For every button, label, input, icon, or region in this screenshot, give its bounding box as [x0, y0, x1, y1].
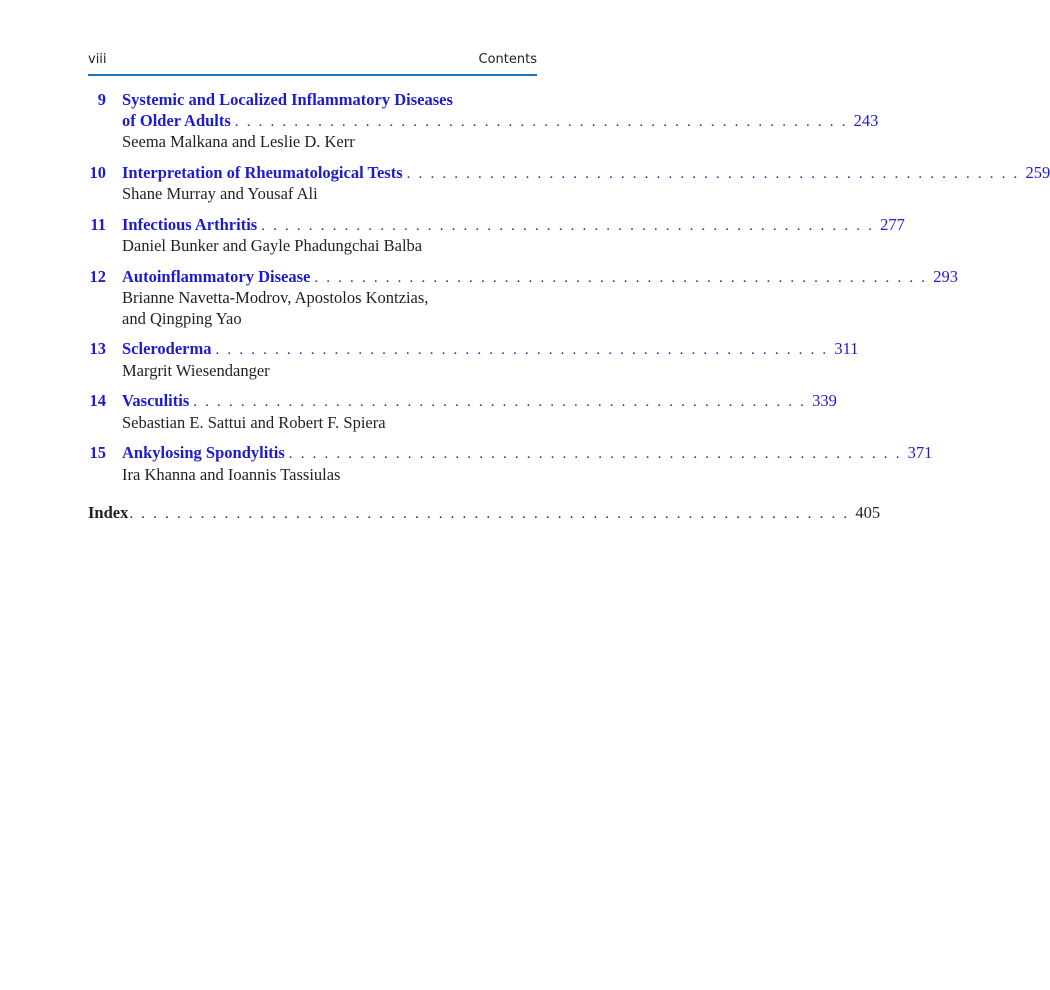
chapter-title[interactable]: Vasculitis	[122, 391, 190, 410]
index-entry[interactable]	[88, 503, 881, 524]
chapter-title[interactable]: Ankylosing Spondylitis	[122, 443, 285, 462]
chapter-title-line2[interactable]: of Older Adults	[122, 110, 231, 130]
chapter-authors: Ira Khanna and Ioannis Tassiulas	[122, 464, 341, 484]
chapter-page[interactable]: 311	[834, 339, 859, 358]
toc-entry-10[interactable]	[88, 162, 1050, 205]
running-header	[88, 50, 537, 76]
chapter-number: 11	[90, 214, 106, 234]
chapter-number: 12	[89, 266, 106, 286]
toc-entry-9[interactable]	[88, 90, 879, 153]
chapter-number: 15	[89, 443, 106, 462]
chapter-authors: Sebastian E. Sattui and Robert F. Spiera	[122, 412, 386, 432]
toc-entry-12[interactable]	[88, 266, 958, 330]
page-number: viii	[88, 52, 107, 67]
toc-entry-15[interactable]	[88, 443, 933, 485]
running-title: Contents	[478, 52, 537, 67]
chapter-number: 13	[89, 339, 106, 358]
chapter-authors: Margrit Wiesendanger	[122, 360, 270, 380]
chapter-page[interactable]: 277	[880, 214, 905, 234]
chapter-title[interactable]: Autoinflammatory Disease	[122, 266, 311, 286]
chapter-page[interactable]: 293	[933, 266, 958, 286]
toc-entry-13[interactable]	[88, 339, 859, 381]
dot-leader: . . . . . . . . . . . . . . . . . . . . . . . . . . . . . . . . . . . . . . . . . . . . . . . . . . . .	[406, 165, 1020, 182]
toc-entry-14[interactable]	[88, 391, 837, 433]
chapter-number: 14	[89, 391, 106, 410]
dot-leader: . . . . . . . . . . . . . . . . . . . . . . . . . . . . . . . . . . . . . . . . . . . . . . . . . . . .	[288, 446, 902, 462]
dot-leader: . . . . . . . . . . . . . . . . . . . . . . . . . . . . . . . . . . . . . . . . . . . . . . . . . . . .	[261, 217, 875, 234]
chapter-authors: Shane Murray and Yousaf Ali	[122, 184, 318, 203]
index-title[interactable]: Index	[88, 503, 129, 522]
table-of-contents	[88, 90, 1050, 495]
toc-entry-11[interactable]	[88, 214, 905, 257]
dot-leader: . . . . . . . . . . . . . . . . . . . . . . . . . . . . . . . . . . . . . . . . . . . . . . . . . . . . . . . . . . . . .	[129, 506, 850, 522]
chapter-authors-line1: Brianne Navetta-Modrov, Apostolos Kontzias,	[122, 288, 429, 307]
chapter-page[interactable]: 243	[853, 110, 879, 130]
dot-leader: . . . . . . . . . . . . . . . . . . . . . . . . . . . . . . . . . . . . . . . . . . . . . . . . . . . .	[314, 269, 928, 286]
chapter-number: 9	[97, 90, 106, 109]
chapter-title[interactable]: Infectious Arthritis	[122, 214, 258, 234]
chapter-page[interactable]: 339	[812, 391, 837, 410]
chapter-authors-line2: and Qingping Yao	[122, 308, 242, 328]
chapter-authors: Seema Malkana and Leslie D. Kerr	[122, 132, 355, 151]
chapter-title[interactable]: Interpretation of Rheumatological Tests	[122, 162, 403, 182]
chapter-title-line1[interactable]: Systemic and Localized Inflammatory Diseases	[122, 90, 453, 109]
chapter-page[interactable]: 371	[907, 443, 933, 462]
dot-leader: . . . . . . . . . . . . . . . . . . . . . . . . . . . . . . . . . . . . . . . . . . . . . . . . . . . .	[193, 394, 807, 410]
chapter-number: 10	[89, 162, 106, 182]
chapter-title[interactable]: Scleroderma	[122, 339, 212, 358]
dot-leader: . . . . . . . . . . . . . . . . . . . . . . . . . . . . . . . . . . . . . . . . . . . . . . . . . . . .	[215, 342, 829, 358]
chapter-page[interactable]: 259	[1025, 162, 1050, 182]
index-page[interactable]: 405	[855, 503, 881, 522]
dot-leader: . . . . . . . . . . . . . . . . . . . . . . . . . . . . . . . . . . . . . . . . . . . . . . . . . . . .	[234, 113, 848, 130]
chapter-authors: Daniel Bunker and Gayle Phadungchai Balba	[122, 236, 423, 255]
